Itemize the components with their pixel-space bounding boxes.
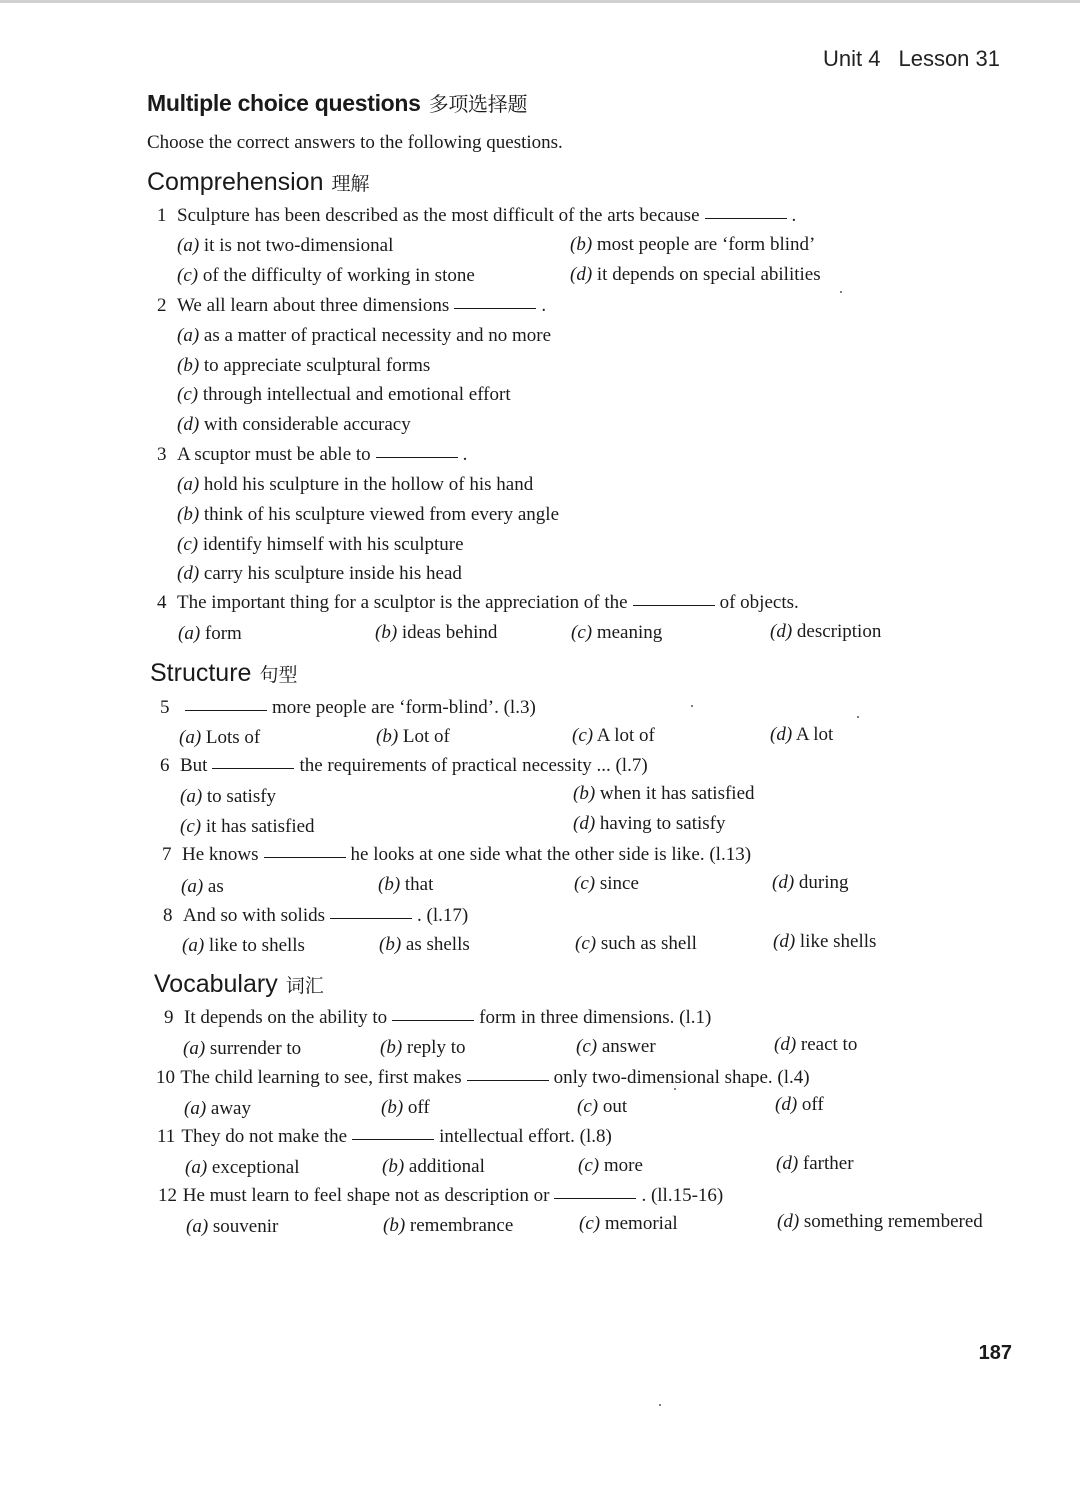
option-text: like shells bbox=[799, 931, 877, 952]
question-number: 10 bbox=[156, 1067, 175, 1088]
option-text: something remembered bbox=[803, 1211, 983, 1232]
option-letter: (b) bbox=[378, 874, 401, 895]
question-number: 1 bbox=[157, 205, 167, 226]
option-text: meaning bbox=[596, 622, 663, 643]
q6-option-c[interactable] bbox=[180, 816, 315, 838]
q1-option-b[interactable] bbox=[570, 234, 815, 256]
question-11 bbox=[157, 1126, 612, 1148]
option-text: to appreciate sculptural forms bbox=[203, 355, 431, 376]
question-number: 6 bbox=[160, 755, 170, 776]
q1-option-c[interactable] bbox=[177, 265, 475, 287]
question-text-end: he looks at one side what the other side is like. (l.13) bbox=[350, 844, 752, 865]
q5-option-d[interactable] bbox=[770, 724, 833, 746]
option-text: react to bbox=[800, 1034, 858, 1055]
option-text: answer bbox=[601, 1036, 656, 1057]
option-text: additional bbox=[408, 1156, 485, 1177]
option-letter: (d) bbox=[773, 931, 796, 952]
option-letter: (c) bbox=[177, 534, 199, 555]
option-letter: (a) bbox=[185, 1157, 208, 1178]
question-2 bbox=[157, 295, 546, 317]
answer-blank bbox=[212, 767, 294, 769]
option-text: as bbox=[207, 876, 224, 897]
q4-option-c[interactable] bbox=[571, 622, 662, 644]
option-letter: (c) bbox=[577, 1096, 599, 1117]
option-text: reply to bbox=[406, 1037, 466, 1058]
question-text: It depends on the ability to bbox=[184, 1007, 388, 1028]
option-letter: (b) bbox=[177, 355, 200, 376]
option-text: think of his sculpture viewed from every angle bbox=[203, 504, 559, 525]
section-heading-structure bbox=[150, 659, 297, 688]
option-letter: (c) bbox=[575, 933, 597, 954]
answer-blank bbox=[264, 856, 346, 858]
option-text: of the difficulty of working in stone bbox=[202, 265, 475, 286]
option-letter: (c) bbox=[578, 1155, 600, 1176]
option-letter: (d) bbox=[772, 872, 795, 893]
question-text-end: . bbox=[541, 295, 547, 316]
q5-option-a[interactable] bbox=[179, 727, 260, 749]
option-text: off bbox=[801, 1094, 824, 1115]
question-text-end: form in three dimensions. (l.1) bbox=[479, 1007, 712, 1028]
option-letter: (a) bbox=[181, 876, 204, 897]
option-text: surrender to bbox=[209, 1038, 302, 1059]
section-title-cn: 词汇 bbox=[285, 975, 324, 997]
question-text-end: of objects. bbox=[719, 592, 799, 613]
option-letter: (a) bbox=[177, 474, 200, 495]
q11-option-a[interactable] bbox=[185, 1157, 299, 1179]
q10-option-c[interactable] bbox=[577, 1096, 627, 1118]
option-letter: (b) bbox=[379, 934, 402, 955]
answer-blank bbox=[554, 1197, 636, 1199]
option-text: as shells bbox=[405, 934, 470, 955]
option-letter: (a) bbox=[178, 623, 201, 644]
section-title-cn: 理解 bbox=[331, 173, 370, 195]
q1-option-d[interactable] bbox=[570, 264, 821, 286]
option-text: ideas behind bbox=[401, 622, 498, 643]
question-text: He must learn to feel shape not as description or bbox=[182, 1185, 550, 1206]
option-text: Lot of bbox=[402, 726, 450, 747]
question-text-end: intellectual effort. (l.8) bbox=[439, 1126, 612, 1147]
option-text: souvenir bbox=[212, 1216, 279, 1237]
q8-option-a[interactable] bbox=[182, 935, 305, 957]
question-number: 11 bbox=[157, 1126, 176, 1147]
option-letter: (d) bbox=[573, 813, 596, 834]
q8-option-c[interactable] bbox=[575, 933, 697, 955]
answer-blank bbox=[185, 709, 267, 711]
answer-blank bbox=[352, 1138, 434, 1140]
question-text: They do not make the bbox=[181, 1126, 348, 1147]
q2-option-b[interactable] bbox=[177, 355, 430, 377]
question-text-end: . (l.17) bbox=[417, 905, 469, 926]
question-8 bbox=[163, 905, 468, 927]
option-text: off bbox=[407, 1097, 430, 1118]
question-9 bbox=[164, 1007, 711, 1029]
page-title-cn: 多项选择题 bbox=[428, 92, 528, 116]
section-heading-vocabulary bbox=[154, 970, 324, 999]
q7-option-d[interactable] bbox=[772, 872, 849, 894]
section-title-cn: 句型 bbox=[259, 664, 298, 686]
option-letter: (d) bbox=[777, 1211, 800, 1232]
option-text: it has satisfied bbox=[205, 816, 315, 837]
q9-option-a[interactable] bbox=[183, 1038, 301, 1060]
option-letter: (b) bbox=[382, 1156, 405, 1177]
option-letter: (c) bbox=[579, 1213, 601, 1234]
option-text: such as shell bbox=[600, 933, 697, 954]
option-letter: (b) bbox=[380, 1037, 403, 1058]
page-title-en: Multiple choice questions bbox=[147, 90, 421, 116]
option-text: since bbox=[599, 873, 639, 894]
question-text-end: . bbox=[791, 205, 797, 226]
option-text: description bbox=[796, 621, 882, 642]
section-heading-comprehension bbox=[147, 168, 370, 197]
option-letter: (c) bbox=[571, 622, 593, 643]
q10-option-d[interactable] bbox=[775, 1094, 824, 1116]
q3-option-c[interactable] bbox=[177, 534, 464, 556]
q2-option-a[interactable] bbox=[177, 325, 551, 347]
q4-option-b[interactable] bbox=[375, 622, 497, 644]
question-7 bbox=[162, 844, 751, 866]
question-text: And so with solids bbox=[183, 905, 325, 926]
option-text: form bbox=[204, 623, 242, 644]
option-text: having to satisfy bbox=[599, 813, 726, 834]
option-text: carry his sculpture inside his head bbox=[203, 563, 462, 584]
question-12 bbox=[158, 1185, 723, 1207]
page-title bbox=[147, 88, 527, 117]
option-letter: (b) bbox=[177, 504, 200, 525]
option-text: it depends on special abilities bbox=[596, 264, 821, 285]
option-text: most people are ‘form blind’ bbox=[596, 234, 816, 255]
option-text: remembrance bbox=[409, 1215, 514, 1236]
option-text: away bbox=[210, 1098, 251, 1119]
question-text: We all learn about three dimensions bbox=[177, 295, 450, 316]
option-text: more bbox=[603, 1155, 643, 1176]
option-text: memorial bbox=[604, 1213, 678, 1234]
question-text: He knows bbox=[182, 844, 259, 865]
question-number: 12 bbox=[158, 1185, 177, 1206]
question-text-end: . bbox=[462, 444, 468, 465]
q7-option-b[interactable] bbox=[378, 874, 433, 896]
option-text: A lot bbox=[795, 724, 834, 745]
question-text: The child learning to see, first makes bbox=[180, 1067, 462, 1088]
option-letter: (b) bbox=[573, 783, 596, 804]
q2-option-d[interactable] bbox=[177, 414, 411, 436]
question-text-end: . (ll.15-16) bbox=[641, 1185, 724, 1206]
q11-option-b[interactable] bbox=[382, 1156, 485, 1178]
q12-option-c[interactable] bbox=[579, 1213, 678, 1235]
unit-label: Unit 4 bbox=[822, 46, 881, 71]
q2-option-c[interactable] bbox=[177, 384, 511, 406]
section-title-en: Comprehension bbox=[147, 168, 324, 196]
q10-option-b[interactable] bbox=[381, 1097, 430, 1119]
option-letter: (c) bbox=[574, 873, 596, 894]
option-text: A lot of bbox=[596, 725, 655, 746]
answer-blank bbox=[633, 604, 715, 606]
option-text: farther bbox=[802, 1153, 854, 1174]
instructions: Choose the correct answers to the following questions. bbox=[147, 132, 563, 153]
q7-option-c[interactable] bbox=[574, 873, 639, 895]
q9-option-d[interactable] bbox=[774, 1034, 857, 1056]
q5-option-c[interactable] bbox=[572, 725, 655, 747]
answer-blank bbox=[467, 1079, 549, 1081]
option-letter: (d) bbox=[177, 414, 200, 435]
q8-option-b[interactable] bbox=[379, 934, 470, 956]
option-letter: (d) bbox=[570, 264, 593, 285]
lesson-label: Lesson 31 bbox=[898, 46, 1000, 71]
question-3 bbox=[157, 444, 467, 466]
option-text: hold his sculpture in the hollow of his hand bbox=[203, 474, 534, 495]
option-text: during bbox=[798, 872, 849, 893]
option-letter: (a) bbox=[179, 727, 202, 748]
option-letter: (a) bbox=[182, 935, 205, 956]
answer-blank bbox=[392, 1019, 474, 1021]
question-text-end: more people are ‘form-blind’. (l.3) bbox=[272, 697, 536, 718]
question-10 bbox=[156, 1067, 810, 1089]
q7-option-a[interactable] bbox=[181, 876, 224, 898]
option-letter: (b) bbox=[375, 622, 398, 643]
q6-option-d[interactable] bbox=[573, 813, 726, 835]
option-letter: (a) bbox=[177, 235, 200, 256]
answer-blank bbox=[454, 307, 536, 309]
option-text: to satisfy bbox=[206, 786, 277, 807]
q6-option-b[interactable] bbox=[573, 783, 755, 805]
option-letter: (d) bbox=[770, 621, 793, 642]
option-letter: (c) bbox=[180, 816, 202, 837]
q11-option-d[interactable] bbox=[776, 1153, 854, 1175]
question-text: But bbox=[180, 755, 208, 776]
option-letter: (a) bbox=[180, 786, 203, 807]
scan-speck bbox=[840, 291, 842, 293]
question-number: 8 bbox=[163, 905, 173, 926]
question-text: A scuptor must be able to bbox=[177, 444, 371, 465]
question-6 bbox=[160, 755, 648, 777]
option-letter: (a) bbox=[183, 1038, 206, 1059]
q3-option-b[interactable] bbox=[177, 504, 559, 526]
q3-option-a[interactable] bbox=[177, 474, 533, 496]
q12-option-a[interactable] bbox=[186, 1216, 278, 1238]
option-letter: (d) bbox=[774, 1034, 797, 1055]
q8-option-d[interactable] bbox=[773, 931, 876, 953]
answer-blank bbox=[330, 917, 412, 919]
option-letter: (b) bbox=[570, 234, 593, 255]
q12-option-b[interactable] bbox=[383, 1215, 513, 1237]
option-letter: (a) bbox=[177, 325, 200, 346]
option-letter: (b) bbox=[381, 1097, 404, 1118]
question-number: 9 bbox=[164, 1007, 174, 1028]
option-text: with considerable accuracy bbox=[203, 414, 411, 435]
option-letter: (a) bbox=[184, 1098, 207, 1119]
section-title-en: Structure bbox=[150, 659, 252, 687]
scan-speck bbox=[674, 1088, 676, 1090]
running-head bbox=[823, 46, 1000, 72]
option-letter: (b) bbox=[376, 726, 399, 747]
option-text: like to shells bbox=[208, 935, 305, 956]
option-letter: (c) bbox=[572, 725, 594, 746]
answer-blank bbox=[705, 217, 787, 219]
question-number: 5 bbox=[160, 697, 170, 718]
question-1 bbox=[157, 205, 796, 227]
option-text: out bbox=[602, 1096, 628, 1117]
option-letter: (c) bbox=[177, 384, 199, 405]
option-text: Lots of bbox=[205, 727, 261, 748]
question-4 bbox=[157, 592, 799, 614]
option-letter: (a) bbox=[186, 1216, 209, 1237]
q5-option-b[interactable] bbox=[376, 726, 450, 748]
section-title-en: Vocabulary bbox=[154, 970, 278, 998]
option-text: when it has satisfied bbox=[599, 783, 755, 804]
question-text: Sculpture has been described as the most difficult of the arts because bbox=[177, 205, 700, 226]
option-text: through intellectual and emotional effort bbox=[202, 384, 511, 405]
option-letter: (d) bbox=[775, 1094, 798, 1115]
question-text-end: only two-dimensional shape. (l.4) bbox=[553, 1067, 810, 1088]
option-text: it is not two-dimensional bbox=[203, 235, 394, 256]
option-letter: (c) bbox=[576, 1036, 598, 1057]
q6-option-a[interactable] bbox=[180, 786, 276, 808]
page-number: 187 bbox=[978, 1342, 1012, 1364]
option-letter: (d) bbox=[770, 724, 793, 745]
scan-speck bbox=[857, 716, 859, 718]
answer-blank bbox=[376, 456, 458, 458]
question-text: The important thing for a sculptor is the appreciation of the bbox=[177, 592, 628, 613]
option-text: identify himself with his sculpture bbox=[202, 534, 464, 555]
q9-option-c[interactable] bbox=[576, 1036, 656, 1058]
question-number: 7 bbox=[162, 844, 172, 865]
q1-option-a[interactable] bbox=[177, 235, 393, 257]
question-text-end: the requirements of practical necessity ... (l.7) bbox=[299, 755, 648, 776]
q3-option-d[interactable] bbox=[177, 563, 462, 585]
top-rule bbox=[0, 0, 1080, 3]
option-letter: (c) bbox=[177, 265, 199, 286]
question-number: 3 bbox=[157, 444, 167, 465]
scan-speck bbox=[659, 1404, 661, 1406]
q11-option-c[interactable] bbox=[578, 1155, 643, 1177]
question-number: 2 bbox=[157, 295, 167, 316]
q9-option-b[interactable] bbox=[380, 1037, 465, 1059]
question-number: 4 bbox=[157, 592, 167, 613]
option-text: that bbox=[404, 874, 434, 895]
scan-speck bbox=[691, 705, 693, 707]
option-text: exceptional bbox=[211, 1157, 300, 1178]
option-letter: (d) bbox=[776, 1153, 799, 1174]
q4-option-d[interactable] bbox=[770, 621, 881, 643]
question-5 bbox=[160, 697, 536, 719]
q12-option-d[interactable] bbox=[777, 1211, 983, 1233]
q4-option-a[interactable] bbox=[178, 623, 242, 645]
q10-option-a[interactable] bbox=[184, 1098, 251, 1120]
option-letter: (d) bbox=[177, 563, 200, 584]
option-letter: (b) bbox=[383, 1215, 406, 1236]
option-text: as a matter of practical necessity and no more bbox=[203, 325, 552, 346]
